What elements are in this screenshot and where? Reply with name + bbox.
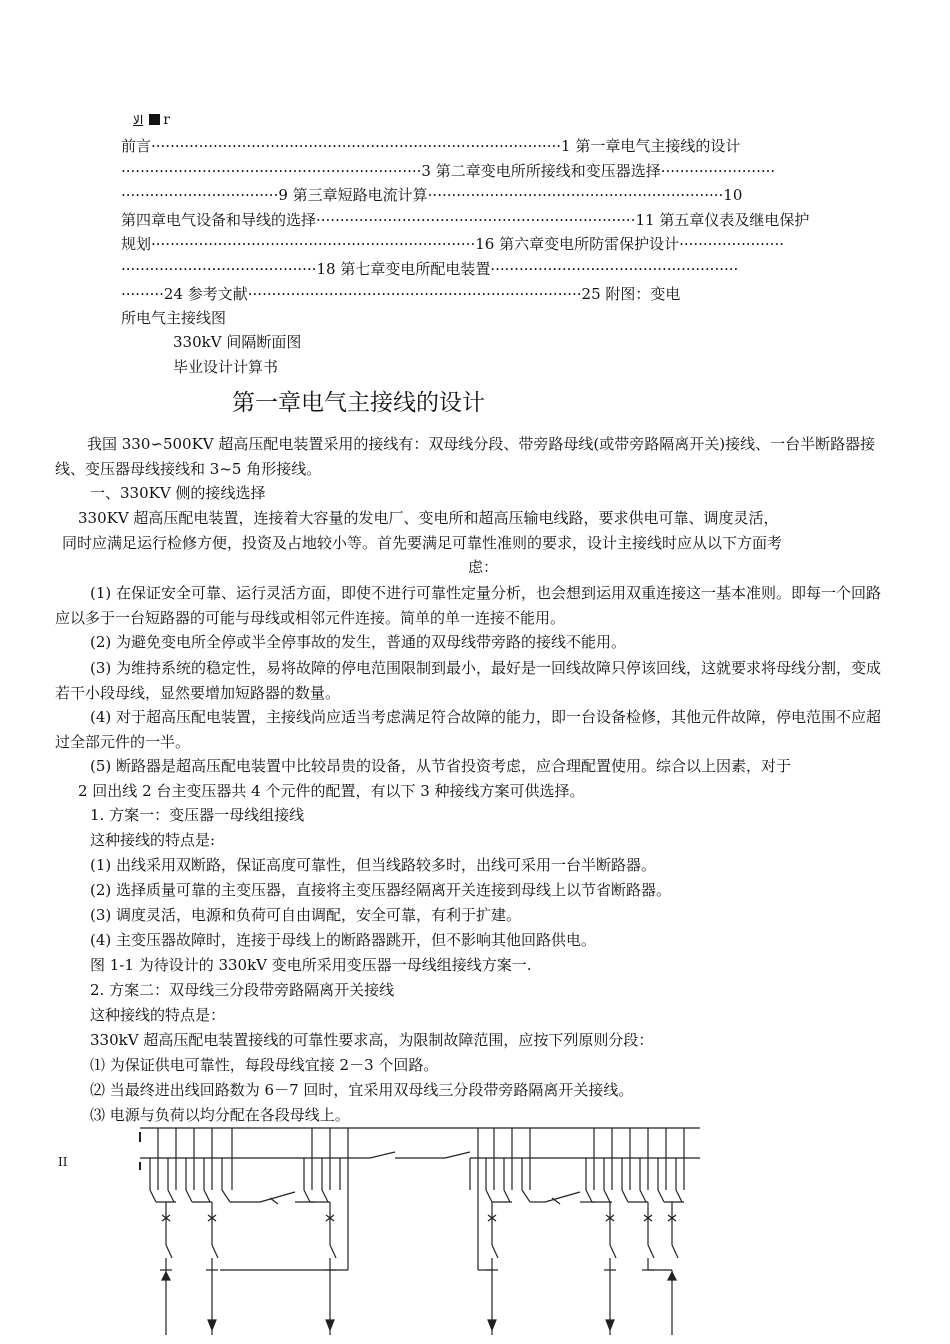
toc-line[interactable]: ·········24 参考文献······································································25 附图：变电	[121, 284, 681, 303]
list-item: ⑶ 电源与负荷以均分配在各段母线上。	[90, 1106, 350, 1124]
header-underlined-text: الا	[133, 113, 144, 127]
toc-line[interactable]: ·································9 第三章短路电流计算······························································10	[121, 186, 743, 205]
toc-sub-item[interactable]: 330kV 间隔断面图	[173, 333, 302, 351]
diagram-side-label: II	[58, 1155, 68, 1169]
toc-sub-item[interactable]: 毕业设计计算书	[173, 358, 279, 376]
chapter-title: 第一章电气主接线的设计	[232, 390, 485, 416]
section-heading: 一、330KV 侧的接线选择	[90, 484, 266, 502]
list-item: (4) 主变压器故障时，连接于母线上的断路器跳开，但不影响其他回路供电。	[90, 931, 597, 949]
scheme-title: 2. 方案二：双母线三分段带旁路隔离开关接线	[90, 981, 395, 999]
toc-line[interactable]: 第四章电气设备和导线的选择···································································11 第五章仪表及继电保护	[121, 210, 810, 229]
list-item: (1) 出线采用双断路，保证高度可靠性，但当线路较多时，出线可采用一台半断路器。	[90, 856, 657, 874]
feeder-group-right	[470, 1128, 684, 1335]
figure-note: 图 1-1 为待设计的 330kV 变电所采用变压器一母线组接线方案一.	[90, 956, 532, 974]
header-letter: r	[163, 112, 170, 128]
bus-section-switch	[445, 1152, 470, 1158]
list-item: (3) 调度灵活，电源和负荷可自由调配，安全可靠，有利于扩建。	[90, 906, 522, 924]
toc-line[interactable]: 规划····································································16 第六章变电所防雷保护设计······················	[121, 235, 784, 254]
list-item: (1) 在保证安全可靠、运行灵活方面，即使不进行可靠性定量分析，也会想到运用双重连接这一基本准则。即每一个回路应以多于一台短路器的可能与母线或相邻元件连接。简单的单一连接不能用。	[55, 584, 882, 627]
list-item: ⑴ 为保证供电可靠性，每段母线宜接 2－3 个回路。	[90, 1056, 439, 1074]
table-of-contents	[121, 134, 886, 331]
list-item: ⑵ 当最终进出线回路数为 6－7 回时，宜采用双母线三分段带旁路隔离开关接线。	[90, 1081, 634, 1099]
paragraph-line: 虑：	[468, 558, 499, 576]
feeder-group-left	[150, 1128, 348, 1335]
intro-paragraph: 我国 330∽500KV 超高压配电装置采用的接线有：双母线分段、带旁路母线(或带旁路隔离开关)接线、一台半断路器接线、变压器母线接线和 3~5 角形接线。	[55, 435, 876, 478]
main-wiring-diagram	[120, 1120, 720, 1340]
toc-line[interactable]: ·········································18 第七章变电所配电装置····················································	[121, 259, 739, 278]
paragraph-line: 330KV 超高压配电装置，连接着大容量的发电厂、变电所和超高压输电线路，要求供电可靠、调度灵活，	[78, 509, 779, 527]
paragraph-line: 330kV 超高压配电装置接线的可靠性要求高，为限制故障范围，应按下列原则分段：	[90, 1031, 654, 1049]
page-header-mark	[133, 112, 170, 128]
list-item: (4) 对于超高压配电装置，主接线尚应适当考虑满足符合故障的能力，即一台设备检修，其他元件故障，停电范围不应超过全部元件的一半。	[55, 708, 882, 751]
toc-line[interactable]: 所电气主接线图	[121, 309, 227, 328]
scheme-lead: 这种接线的特点是：	[90, 1006, 226, 1024]
scheme-lead: 这种接线的特点是:	[90, 831, 216, 849]
toc-line[interactable]: 前言······················································································1 第一章电气主接线的设计	[121, 137, 741, 155]
list-item: (3) 为维持系统的稳定性，易将故障的停电范围限制到最小，最好是一回线故障只停该回线，这就要求将母线分割，变成若干小段母线，显然要增加短路器的数量。	[55, 659, 882, 702]
list-item: (5) 断路器是超高压配电装置中比较昂贵的设备，从节省投资考虑，应合理配置使用。综合以上因素，对于	[90, 757, 792, 775]
paragraph-line: 同时应满足运行检修方便，投资及占地较小等。首先要满足可靠性准则的要求，设计主接线时应从以下方面考	[62, 534, 783, 552]
list-item: (2) 为避免变电所全停或半全停事故的发生，普通的双母线带旁路的接线不能用。	[90, 633, 627, 651]
bus-section-switch	[370, 1152, 395, 1158]
black-square-icon	[149, 114, 160, 125]
scheme-title: 1. 方案一：变压器一母线组接线	[90, 806, 305, 824]
toc-line[interactable]: ·······························································3 第二章变电所所接线和变压器选择························	[121, 161, 776, 180]
list-item: (2) 选择质量可靠的主变压器，直接将主变压器经隔离开关连接到母线上以节省断路器。	[90, 881, 672, 899]
list-item: 2 回出线 2 台主变压器共 4 个元件的配置，有以下 3 种接线方案可供选择。	[78, 782, 585, 800]
